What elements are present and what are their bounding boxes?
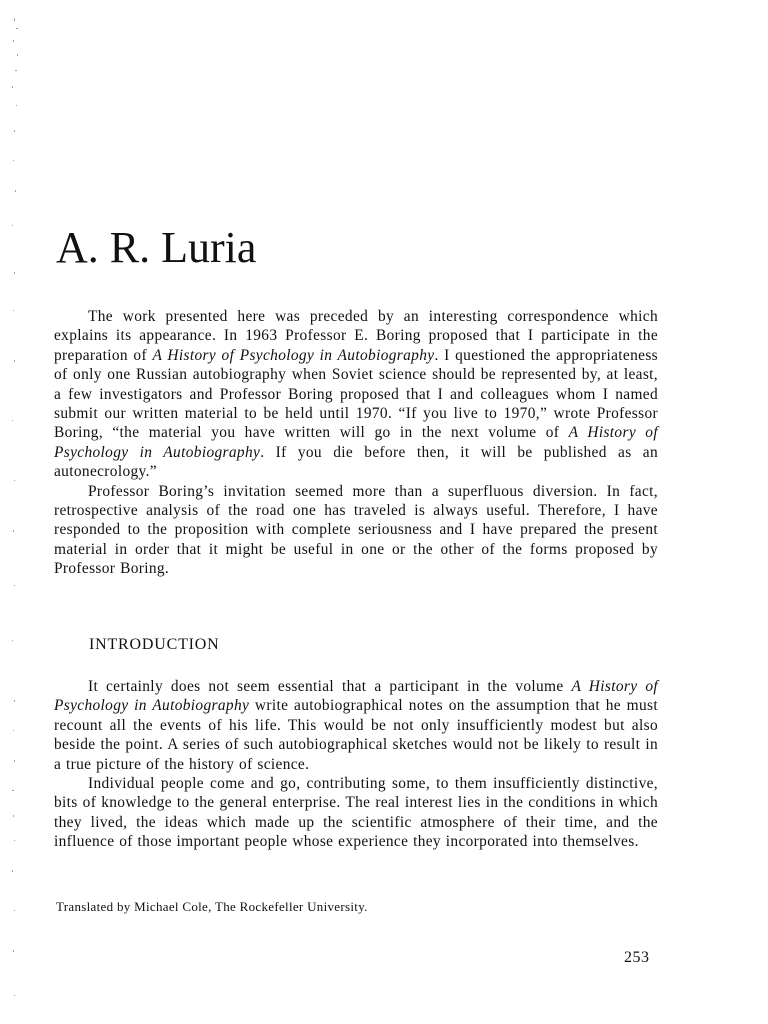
section-heading: INTRODUCTION bbox=[89, 636, 220, 653]
text-run: Professor Boring’s invitation seemed more than a superfluous diversion. In fact, retrospective analysis of the road one has traveled is always useful. Therefore, I have responded to the proposition with complete seriousness and I have prepared the present material in order that it might be useful in one or the other of the forms proposed by Professor Boring. bbox=[54, 482, 658, 578]
opening-text bbox=[54, 307, 658, 579]
scan-margin-speckle bbox=[4, 10, 28, 1010]
text-run: The work presented here was preceded by an interesting correspondence which explains its appearance. In 1963 Professor E. Boring proposed that I participate in the preparation of bbox=[54, 308, 658, 364]
paragraph bbox=[54, 482, 658, 579]
text-run: . I questioned the appropriateness of only one Russian autobiography when Soviet science should be represented by, at least, a few investigators and Professor Boring proposed that I and colleagues whom I named submit our written material to be held until 1970. “If you live to 1970,” wrote Professor Boring, “the material you have written will go in the next volume of bbox=[54, 346, 658, 442]
paragraph bbox=[54, 677, 658, 774]
paragraph bbox=[54, 774, 658, 852]
italic-title-run: A History of Psychology in Autobiography bbox=[152, 346, 435, 364]
text-run: Individual people come and go, contributing some, to them insufficiently distinctive, bits of knowledge to the general enterprise. The real interest lies in the conditions in which they lived, the ideas which made up the scientific atmosphere of their time, and the influence of those important people whose experience they incorporated into themselves. bbox=[54, 775, 658, 851]
page-number: 253 bbox=[624, 949, 650, 966]
italic-title-run: A History of Psychology in Autobiography bbox=[54, 424, 658, 461]
introduction-text bbox=[54, 677, 658, 852]
paragraph bbox=[54, 307, 658, 482]
text-run: . If you die before then, it will be published as an autonecrology.” bbox=[54, 443, 658, 481]
text-run: It certainly does not seem essential that a participant in the volume bbox=[88, 678, 572, 695]
chapter-title: A. R. Luria bbox=[56, 223, 257, 272]
italic-title-run: A History of Psychology in Autobiography bbox=[54, 678, 658, 715]
text-run: write autobiographical notes on the assumption that he must recount all the events of his life. This would be not only insufficiently modest but also beside the point. A series of such autobiographical sketches would not be likely to result in a true picture of the history of science. bbox=[54, 697, 658, 773]
translator-footnote: Translated by Michael Cole, The Rockefeller University. bbox=[56, 899, 368, 914]
